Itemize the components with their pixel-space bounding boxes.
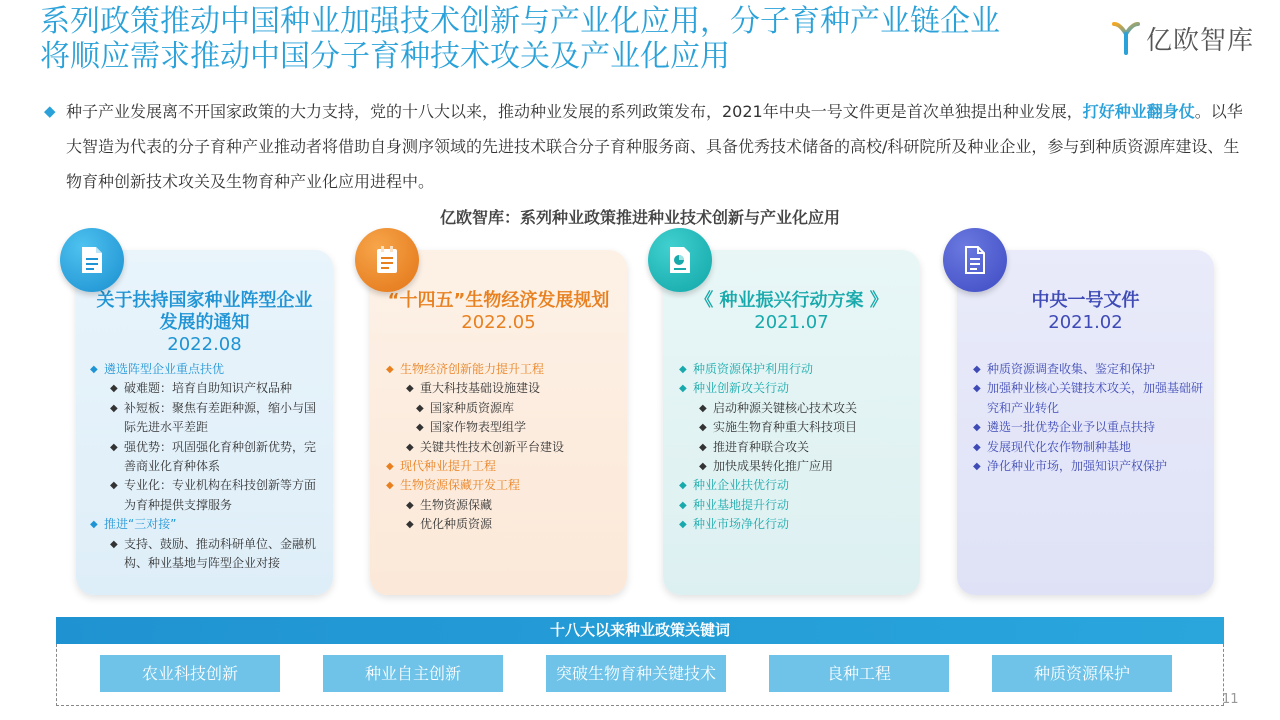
policy-card-date: 2021.07 [754,312,829,333]
policy-card-item: ◆ 种业企业扶优行动 [679,476,910,495]
policy-card-item: ◆ 国家种质资源库 [416,399,617,418]
file-icon [943,228,1007,292]
policy-card-item: ◆ 遴选一批优势企业予以重点扶持 [973,418,1204,437]
page-title [40,4,1100,74]
policy-card-item: ◆ 补短板：聚焦有差距种源，缩小与国际先进水平差距 [110,399,323,438]
policy-card-item: ◆ 关键共性技术创新平台建设 [406,438,617,457]
page-number: 11 [1222,692,1239,707]
policy-card-item-list [90,360,323,573]
policy-card-item: ◆ 实施生物育种重大科技项目 [699,418,910,437]
intro-text-part-1: 种子产业发展离不开国家政策的大力支持，党的十八大以来，推动种业发展的系列政策发布，2021年中央一号文件更是首次单独提出种业发展， [66,102,1083,121]
policy-card-item: ◆ 种业创新攻关行动 [679,379,910,398]
keyword-tag: 突破生物育种关键技术 [546,655,726,692]
policy-card-date: 2021.02 [1048,312,1123,333]
intro-text-part-2: 。以华大智造为代表的分子育种产业推动者将借助自身测序领域的先进技术联合分子育种服务商、具备优秀技术储备的高校/科研院所及种业企业，参与到种质资源库建设、生物育种创新技术攻关及生物育种产业化应用进程中。 [66,102,1243,191]
logo-text: 亿欧智库 [1146,25,1255,56]
policy-card-item: ◆ 优化种质资源 [406,515,617,534]
policy-card-item: ◆ 推进“三对接” [90,515,323,534]
policy-card-heading [663,290,920,334]
brand-logo [1112,18,1254,58]
policy-card-item: ◆ 专业化：专业机构在科技创新等方面为育种提供支撑服务 [110,476,323,515]
policy-card-item: ◆ 强优势：巩固强化育种创新优势，完善商业化育种体系 [110,438,323,477]
policy-card-item: ◆ 支持、鼓励、推动科研单位、金融机构、种业基地与阵型企业对接 [110,535,323,574]
policy-card-item: ◆ 生物经济创新能力提升工程 [386,360,617,379]
keyword-tag: 种业自主创新 [323,655,503,692]
policy-card-title: 中央一号文件 [1031,290,1140,311]
policy-card-item-list [386,360,617,535]
policy-card-date: 2022.08 [167,334,242,355]
policy-card-3 [663,250,920,595]
policy-card-title: “十四五”生物经济发展规划 [387,290,610,311]
policy-card-heading [370,290,627,334]
policy-card-heading [76,290,333,356]
document-icon [60,228,124,292]
policy-card-item: ◆ 破难题：培育自助知识产权品种 [110,379,323,398]
keyword-tag: 农业科技创新 [100,655,280,692]
policy-card-item: ◆ 种质资源调查收集、鉴定和保护 [973,360,1204,379]
policy-card-1 [76,250,333,595]
policy-card-2 [370,250,627,595]
policy-card-item: ◆ 种业市场净化行动 [679,515,910,534]
policy-card-item: ◆ 推进育种联合攻关 [699,438,910,457]
report-icon [648,228,712,292]
section-subtitle: 亿欧智库：系列种业政策推进种业技术创新与产业化应用 [439,208,840,227]
policy-card-4 [957,250,1214,595]
notepad-icon [355,228,419,292]
policy-card-item: ◆ 国家作物表型组学 [416,418,617,437]
policy-card-item: ◆ 启动种源关键核心技术攻关 [699,399,910,418]
intro-paragraph [44,94,1254,199]
policy-card-item: ◆ 种质资源保护利用行动 [679,360,910,379]
page-title-line-1: 系列政策推动中国种业加强技术创新与产业化应用，分子育种产业链企业 [40,4,1000,39]
policy-card-item: ◆ 加强种业核心关键技术攻关，加强基础研究和产业转化 [973,379,1204,418]
policy-card-item-list [973,360,1204,476]
policy-card-item: ◆ 现代种业提升工程 [386,457,617,476]
policy-card-title: 关于扶持国家种业阵型企业发展的通知 [96,290,313,333]
policy-card-item: ◆ 净化种业市场，加强知识产权保护 [973,457,1204,476]
intro-highlight: 打好种业翻身仗 [1082,102,1195,121]
policy-card-item: ◆ 重大科技基础设施建设 [406,379,617,398]
policy-card-title: 《 种业振兴行动方案 》 [695,290,888,311]
diamond-bullet-icon: ◆ [44,102,56,120]
policy-card-item: ◆ 种业基地提升行动 [679,496,910,515]
policy-card-item: ◆ 生物资源保藏 [406,496,617,515]
policy-card-item-list [679,360,910,535]
policy-card-item: ◆ 加快成果转化推广应用 [699,457,910,476]
logo-mark-icon [1112,20,1140,56]
policy-card-item: ◆ 生物资源保藏开发工程 [386,476,617,495]
policy-card-item: ◆ 遴选阵型企业重点扶优 [90,360,323,379]
policy-card-date: 2022.05 [461,312,536,333]
keywords-header: 十八大以来种业政策关键词 [56,617,1224,644]
keyword-tag: 种质资源保护 [992,655,1172,692]
policy-card-heading [957,290,1214,334]
keyword-tag: 良种工程 [769,655,949,692]
page-title-line-2: 将顺应需求推动中国分子育种技术攻关及产业化应用 [40,39,730,74]
policy-card-item: ◆ 发展现代化农作物制种基地 [973,438,1204,457]
